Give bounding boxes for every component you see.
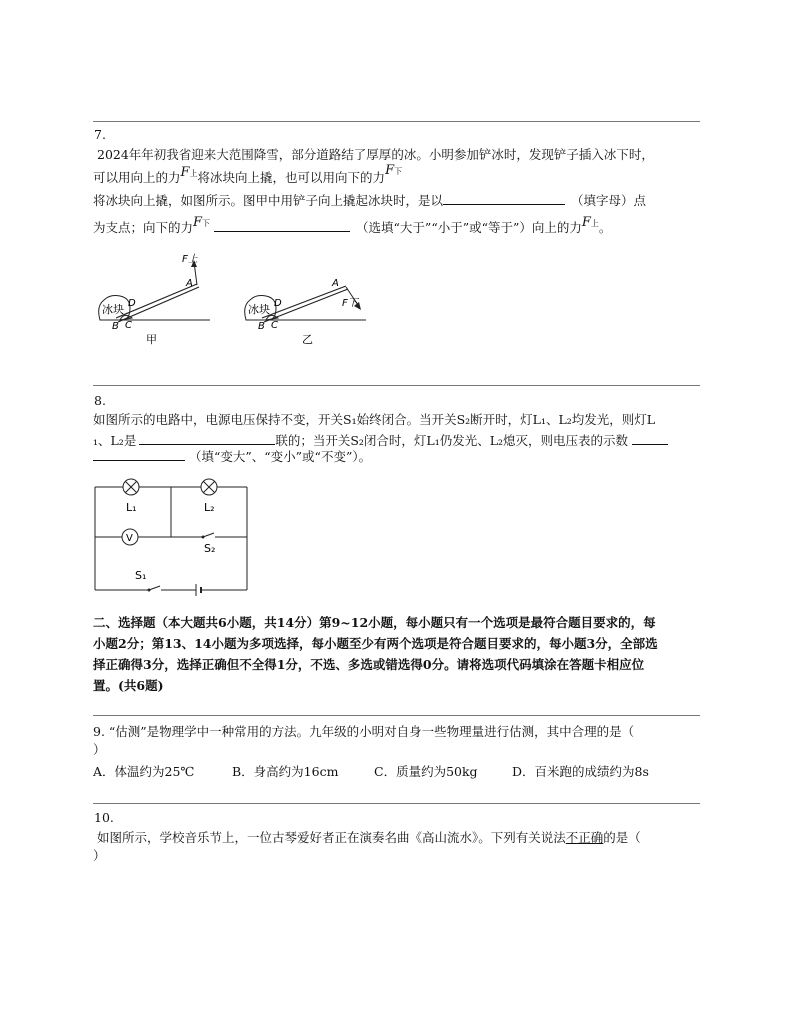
q9-option-b[interactable]: B．身高约为16cm [232,764,339,779]
q7-line-4: 为支点；向下的力F下 （选填“大于”“小于”或“等于”）向上的力F上。 [93,215,612,235]
label-l2: L₂ [204,501,215,514]
q9-option-c[interactable]: C．质量约为50kg [374,764,478,779]
label-s2: S₂ [204,542,216,555]
q8-answer-blank-1[interactable] [139,432,275,445]
divider-q9 [93,715,700,716]
q10-emphasis: 不正确 [565,830,604,845]
divider-q7 [93,121,700,122]
q7-answer-blank-2[interactable] [214,219,350,232]
force-down-symbol: F下 [385,163,403,178]
q9-line-1: 9. “估测”是物理学中一种常用的方法。九年级的小明对自身一些物理量进行估测，其中合理的是（ [93,724,635,739]
point-A: A [186,278,193,289]
lever-figure-yi [236,250,376,350]
q9-line-2: ） [93,742,106,757]
q10-line-2: ） [93,848,106,863]
force-up-symbol: F上 [180,165,198,180]
section2-line-4: 置。(共6题) [93,678,164,693]
ice-label: 冰块 [102,303,124,316]
q8-line-1: 如图所示的电路中，电源电压保持不变，开关S₁始终闭合。当开关S₂断开时，灯L₁、L₂均发光，则灯L [93,412,656,427]
q9-option-d[interactable]: D．百米跑的成绩约为8s [512,764,649,779]
divider-q10 [93,803,700,804]
point-B: B [112,321,119,332]
caption-yi: 乙 [302,333,313,346]
q9-option-a[interactable]: A．体温约为25℃ [93,764,195,779]
fig-force-up-label: F上 [182,254,198,265]
section2-line-1: 二、选择题（本大题共6小题，共14分）第9~12小题，每小题只有一个选项是最符合题目要求的，每 [93,615,656,630]
point-C: C [271,320,278,331]
caption-jia: 甲 [146,333,157,346]
q8-number: 8. [94,393,106,408]
switch-s1-blade [149,586,160,590]
point-A: A [332,278,339,289]
q10-line-1: 如图所示，学校音乐节上，一位古琴爱好者正在演奏名曲《高山流水》。下列有关说法不正确的是（ [97,830,641,845]
q10-number: 10. [94,810,114,825]
section2-line-2: 小题2分；第13、14小题为多项选择，每小题至少有两个选项是符合题目要求的，每小题3分，全部选 [93,636,658,651]
q7-line-3: 将冰块向上撬，如图所示。图甲中用铲子向上撬起冰块时，是以 （填字母）点 [93,193,647,208]
label-s1: S₁ [135,569,147,582]
switch-s2-blade [203,533,214,537]
point-D: D [128,298,136,309]
q7-line-2a: 可以用向上的力 [93,170,181,185]
circuit-diagram [90,476,255,596]
q7-answer-blank-1[interactable] [443,192,565,205]
point-B: B [258,321,265,332]
point-D: D [274,298,282,309]
label-l1: L₁ [126,501,137,514]
point-C: C [125,320,132,331]
q7-number: 7. [94,127,106,142]
section2-line-3: 择正确得3分，选择正确但不全得1分，不选、多选或错选得0分。请将选项代码填涂在答题卡相应位 [93,657,645,672]
force-down-symbol-2: F下 [193,215,211,230]
force-up-symbol-2: F上 [581,215,599,230]
ice-label: 冰块 [248,303,270,316]
q7-line-2b: 将冰块向上撬，也可以用向下的力 [197,170,386,185]
q7-line-1: 2024年年初我省迎来大范围降雪，部分道路结了厚厚的冰。小明参加铲冰时，发现铲子插入冰下时， [97,147,654,162]
fig-force-down-label: F下 [342,298,358,309]
q8-answer-blank-2a[interactable] [632,432,668,445]
q8-answer-blank-2b[interactable] [93,448,185,461]
lever-figure-jia [90,250,220,350]
q8-line-2: ₁、L₂是 联的；当开关S₂闭合时，灯L₁仍发光、L₂熄灭，则电压表的示数 [93,431,668,449]
q7-line-2 [93,163,403,186]
voltmeter-label: V [126,533,133,544]
divider-q8 [93,385,700,386]
q8-line-3: （填“变大”、“变小”或“不变”）。 [93,447,371,465]
